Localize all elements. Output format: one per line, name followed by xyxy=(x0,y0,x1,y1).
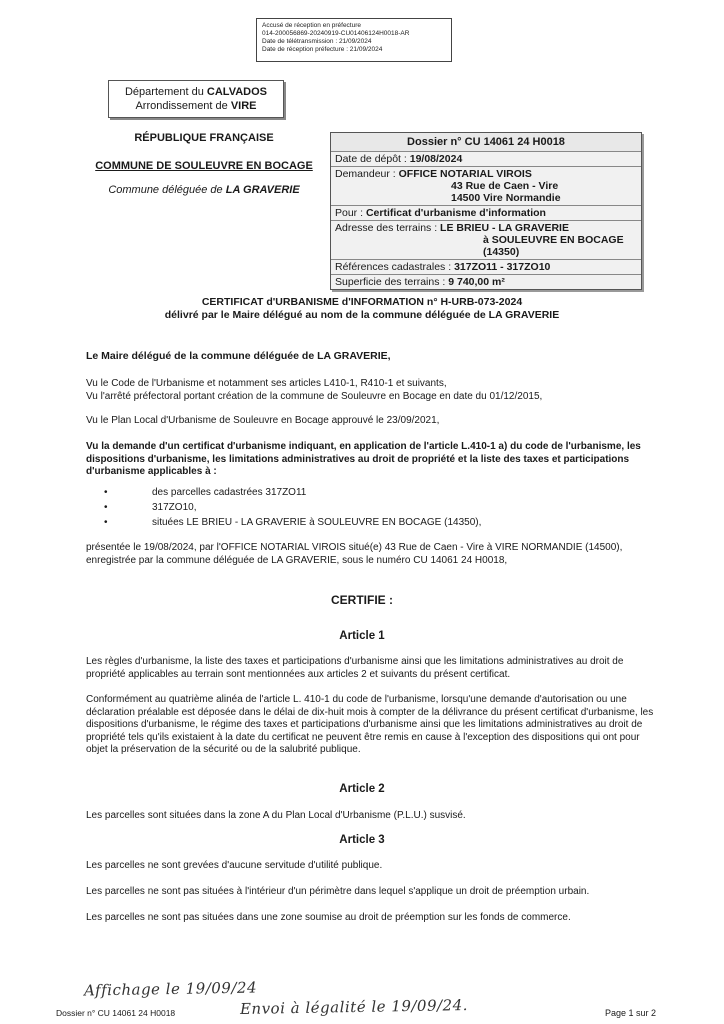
pour-row xyxy=(331,205,641,220)
demandeur-address-2: 14500 Vire Normandie xyxy=(451,192,561,204)
republique-heading: RÉPUBLIQUE FRANÇAISE xyxy=(134,132,274,144)
superficie-label: Superficie des terrains : xyxy=(335,276,449,288)
vu-demande xyxy=(86,441,656,479)
deleguee-prefix: Commune déléguée de xyxy=(108,184,226,196)
list-item: • situées LE BRIEU - LA GRAVERIE à SOULEUVRE EN BOCAGE (14350), xyxy=(104,517,482,528)
article-3-paragraph-2: Les parcelles ne sont pas situées à l'intérieur d'un périmètre dans lequel s'applique un droit de préemption urbain. xyxy=(86,886,590,897)
article-3-heading: Article 3 xyxy=(339,834,385,846)
footer-dossier-ref: Dossier n° CU 14061 24 H0018 xyxy=(56,1008,176,1018)
commune-heading: COMMUNE DE SOULEUVRE EN BOCAGE xyxy=(95,160,313,172)
pour-label: Pour : xyxy=(335,207,366,219)
handwritten-envoi: Envoi à légalité le 19/09/24. xyxy=(239,996,469,1018)
presentee-paragraph: présentée le 19/08/2024, par l'OFFICE NOTARIAL VIROIS situé(e) 43 Rue de Caen - Vire à VIRE NORMANDIE (14500), enregistrée par la commune déléguée de LA GRAVERIE, sous le numéro CU 14061 24 H0018, xyxy=(86,542,623,566)
article-2-paragraph: Les parcelles sont situées dans la zone A du Plan Local d'Urbanisme (P.L.U.) susvisé. xyxy=(86,810,466,821)
dossier-number: Dossier n° CU 14061 24 H0018 xyxy=(331,133,641,151)
superficie-row xyxy=(331,274,641,289)
certifie-heading: CERTIFIE : xyxy=(331,593,393,607)
demandeur-label: Demandeur : xyxy=(335,168,399,180)
date-depot-label: Date de dépôt : xyxy=(335,153,410,165)
references-label: Références cadastrales : xyxy=(335,261,455,273)
list-item: • des parcelles cadastrées 317ZO11 xyxy=(104,487,307,498)
article-1-heading: Article 1 xyxy=(339,630,385,642)
stamp-line: Date de réception préfecture : 21/09/2024 xyxy=(262,46,383,53)
superficie-value: 9 740,00 m² xyxy=(448,276,505,288)
stamp-line: Accusé de réception en préfecture xyxy=(262,22,362,29)
arrondissement-name: VIRE xyxy=(230,100,257,112)
vu-line-2: Vu l'arrêté préfectoral portant création de la commune de Souleuvre en Bocage en date du 01/12/2015, xyxy=(86,390,543,402)
bullet-text: situées LE BRIEU - LA GRAVERIE à SOULEUVRE EN BOCAGE (14350), xyxy=(152,517,482,528)
vu-bold: Vu xyxy=(86,441,99,452)
demandeur-row xyxy=(331,166,641,205)
department-prefix: Département du xyxy=(124,86,207,98)
deleguee-name: LA GRAVERIE xyxy=(225,184,300,196)
adresse-value-2: à SOULEUVRE EN BOCAGE (14350) xyxy=(483,234,624,258)
bullet-text: 317ZO10, xyxy=(152,502,197,513)
list-item: • 317ZO10, xyxy=(104,502,197,513)
page-number: Page 1 sur 2 xyxy=(604,1008,656,1018)
demandeur-address-1: 43 Rue de Caen - Vire xyxy=(451,180,559,192)
article-1-paragraph-2: Conformément au quatrième alinéa de l'article L. 410-1 du code de l'urbanisme, lorsqu'une demande d'autorisation ou une déclaration préalable est déposée dans le délai de dix-huit mois à compter de la délivrance du présent certificat d'urbanisme, les dispositions d'urbanisme, le régime des taxes et participations d'urbanisme ainsi que les limitations administratives au droit de propriété tels qu'ils existaient à la date du certificat ne peuvent être remis en cause à l'exception des dispositions qui ont pour objet la préservation de la sécurité ou de la salubrité publique. xyxy=(86,694,654,756)
arrondissement-prefix: Arrondissement de xyxy=(135,100,231,112)
dossier-box xyxy=(330,132,642,290)
references-row xyxy=(331,259,641,274)
article-1-paragraph-1: Les règles d'urbanisme, la liste des taxes et participations d'urbanisme ainsi que les limitations administratives au droit de propriété applicables au terrain sont mentionnées aux articles 2 et suivants du présent certificat. xyxy=(86,656,624,680)
commune-deleguee xyxy=(84,184,324,196)
adresse-row xyxy=(331,220,641,259)
certificate-subtitle: délivré par le Maire délégué au nom de la commune déléguée de LA GRAVERIE xyxy=(164,309,560,321)
vu-code-urbanisme xyxy=(86,378,656,403)
department-box xyxy=(108,80,284,118)
stamp-line: 014-200056869-20240919-CU01406124H0018-AR xyxy=(262,30,410,37)
demandeur-name: OFFICE NOTARIAL VIROIS xyxy=(398,168,532,180)
references-value: 317ZO11 - 317ZO10 xyxy=(454,261,551,273)
vu-line-1: Vu le Code de l'Urbanisme et notamment ses articles L410-1, R410-1 et suivants, xyxy=(86,378,447,389)
date-depot-value: 19/08/2024 xyxy=(409,153,463,165)
date-depot-row xyxy=(331,151,641,166)
pour-value: Certificat d'urbanisme d'information xyxy=(365,207,546,219)
department-name: CALVADOS xyxy=(206,86,268,98)
arrondissement-line xyxy=(109,99,283,113)
bullet-text: des parcelles cadastrées 317ZO11 xyxy=(152,487,307,498)
adresse-label: Adresse des terrains : xyxy=(335,222,441,234)
reception-stamp xyxy=(256,18,452,62)
certificate-title: CERTIFICAT d'URBANISME d'INFORMATION n° H-URB-073-2024 xyxy=(201,296,523,308)
vu-demande-text: la demande d'un certificat d'urbanisme indiquant, en application de l'article L.410-1 a) du code de l'urbanisme, les dispositions d'urbanisme, les limitations administratives au droit de propriété et la liste des taxes et participations d'urbanisme applicables à : xyxy=(86,441,641,478)
stamp-line: Date de télétransmission : 21/09/2024 xyxy=(262,38,372,45)
vu-plu: Vu le Plan Local d'Urbanisme de Souleuvre en Bocage approuvé le 23/09/2021, xyxy=(86,415,440,426)
mayor-heading: Le Maire délégué de la commune déléguée de LA GRAVERIE, xyxy=(86,350,391,362)
handwritten-affichage: Affichage le 19/09/24 xyxy=(83,978,258,1000)
article-2-heading: Article 2 xyxy=(339,783,385,795)
department-line xyxy=(109,85,283,99)
article-3-paragraph-3: Les parcelles ne sont pas situées dans une zone soumise au droit de préemption sur les fonds de commerce. xyxy=(86,912,571,923)
adresse-value-1: LE BRIEU - LA GRAVERIE xyxy=(440,222,569,234)
article-3-paragraph-1: Les parcelles ne sont grevées d'aucune servitude d'utilité publique. xyxy=(86,860,383,871)
